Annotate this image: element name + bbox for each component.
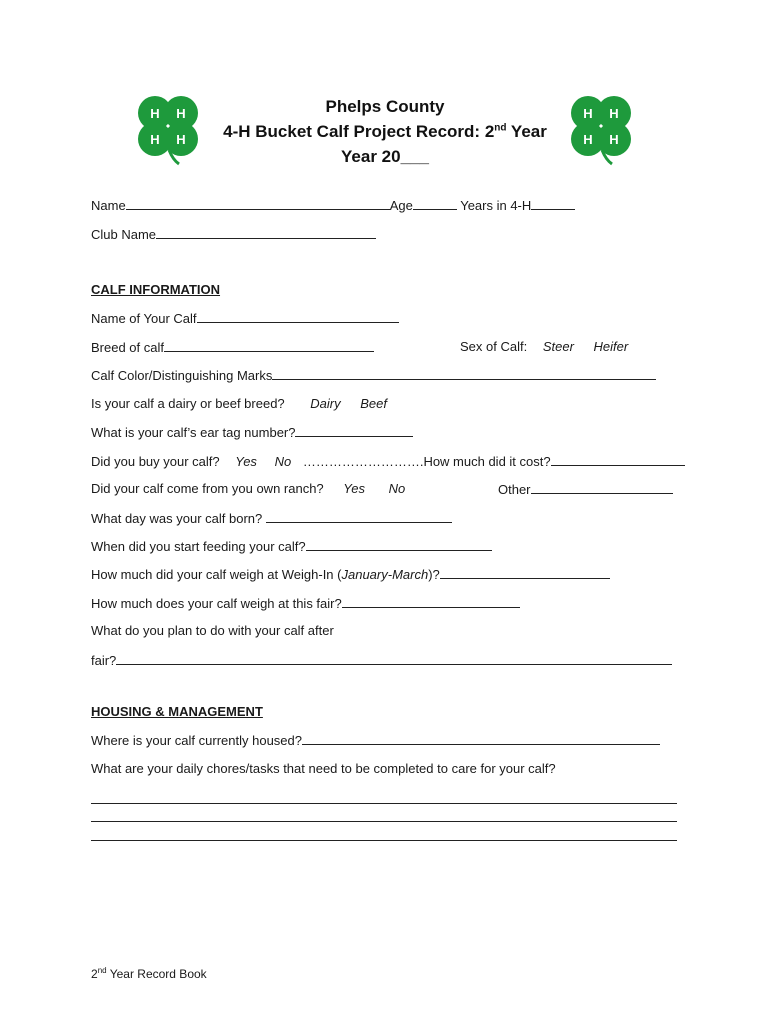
breed-field[interactable] (164, 338, 374, 352)
housed-row (91, 731, 660, 750)
plan-row (91, 651, 672, 670)
housing-heading: HOUSING & MANAGEMENT (91, 704, 263, 719)
ranch-yes-option[interactable]: Yes (343, 481, 365, 496)
born-question: What day was your calf born? (91, 511, 263, 526)
svg-text:H: H (176, 106, 186, 121)
born-field[interactable] (266, 509, 452, 523)
weighin-question: How much did your calf weigh at Weigh-In (January-March)? (91, 567, 440, 582)
chores-answer-line-1[interactable] (91, 803, 677, 804)
ranch-row (91, 480, 405, 498)
breed-label: Breed of calf (91, 340, 164, 355)
svg-text:H: H (176, 132, 186, 147)
plan-question: What do you plan to do with your calf after (91, 623, 334, 638)
sex-option-steer[interactable]: Steer (542, 339, 574, 354)
breed-row (91, 338, 374, 357)
fair-weight-question: How much does your calf weigh at this fair? (91, 596, 342, 611)
weighin-field[interactable] (440, 565, 610, 579)
county-title: Phelps County (325, 97, 445, 116)
sex-option-heifer[interactable]: Heifer (593, 339, 629, 354)
page-header (0, 94, 770, 169)
housed-question: Where is your calf currently housed? (91, 733, 302, 748)
dairy-question: Is your calf a dairy or beef breed? (91, 396, 285, 411)
ranch-no-option[interactable]: No (388, 481, 406, 496)
plan-field[interactable] (116, 651, 672, 665)
svg-text:H: H (150, 106, 160, 121)
calf-name-field[interactable] (197, 309, 399, 323)
ranch-question: Did your calf come from you own ranch? (91, 481, 324, 496)
cost-field[interactable] (551, 452, 685, 466)
club-label: Club Name (91, 227, 157, 242)
dairy-option[interactable]: Dairy (310, 396, 341, 411)
sex-row (460, 338, 628, 356)
age-field[interactable] (413, 196, 457, 210)
buy-no-option[interactable]: No (274, 454, 292, 469)
age-label: Age (389, 198, 413, 213)
calf-info-heading: CALF INFORMATION (91, 282, 221, 297)
fair-weight-row (91, 594, 520, 613)
svg-text:H: H (150, 132, 160, 147)
weighin-row (91, 565, 610, 584)
record-title: 4-H Bucket Calf Project Record: 2nd Year (223, 122, 547, 141)
chores-answer-line-2[interactable] (91, 821, 677, 822)
name-field[interactable] (126, 196, 390, 210)
cost-question: How much did it cost? (423, 454, 551, 469)
beef-option[interactable]: Beef (360, 396, 388, 411)
svg-text:H: H (609, 132, 619, 147)
other-field[interactable] (531, 480, 673, 494)
club-field[interactable] (156, 225, 376, 239)
color-row (91, 366, 656, 385)
plan-question-cont: fair? (91, 653, 117, 668)
feed-field[interactable] (306, 537, 492, 551)
fair-weight-field[interactable] (342, 594, 520, 608)
sex-label: Sex of Calf: (460, 339, 528, 354)
calf-name-row (91, 309, 399, 328)
housed-field[interactable] (302, 731, 660, 745)
svg-text:H: H (583, 106, 593, 121)
feed-row (91, 537, 492, 556)
dairy-row (91, 395, 387, 413)
chores-answer-line-3[interactable] (91, 840, 677, 841)
years-field[interactable] (531, 196, 575, 210)
svg-text:H: H (609, 106, 619, 121)
footer-text: 2nd Year Record Book (91, 966, 207, 981)
name-row (91, 196, 575, 215)
tag-question: What is your calf’s ear tag number? (91, 425, 296, 440)
tag-row (91, 423, 413, 442)
club-row (91, 225, 376, 244)
years-label: Years in 4-H (460, 198, 532, 213)
tag-field[interactable] (295, 423, 413, 437)
born-row (91, 509, 452, 528)
buy-question: Did you buy your calf? (91, 454, 220, 469)
chores-question: What are your daily chores/tasks that need to be completed to care for your calf? (91, 761, 556, 776)
other-label: Other (498, 482, 531, 497)
name-label: Name (91, 198, 126, 213)
buy-row (91, 452, 685, 471)
year-title: Year 20___ (341, 147, 429, 166)
buy-yes-option[interactable]: Yes (235, 454, 257, 469)
color-field[interactable] (272, 366, 656, 380)
other-row (498, 480, 673, 499)
feed-question: When did you start feeding your calf? (91, 539, 306, 554)
color-label: Calf Color/Distinguishing Marks (91, 368, 273, 383)
svg-text:H: H (583, 132, 593, 147)
calf-name-label: Name of Your Calf (91, 311, 197, 326)
buy-dots: ………………………. (302, 454, 424, 469)
